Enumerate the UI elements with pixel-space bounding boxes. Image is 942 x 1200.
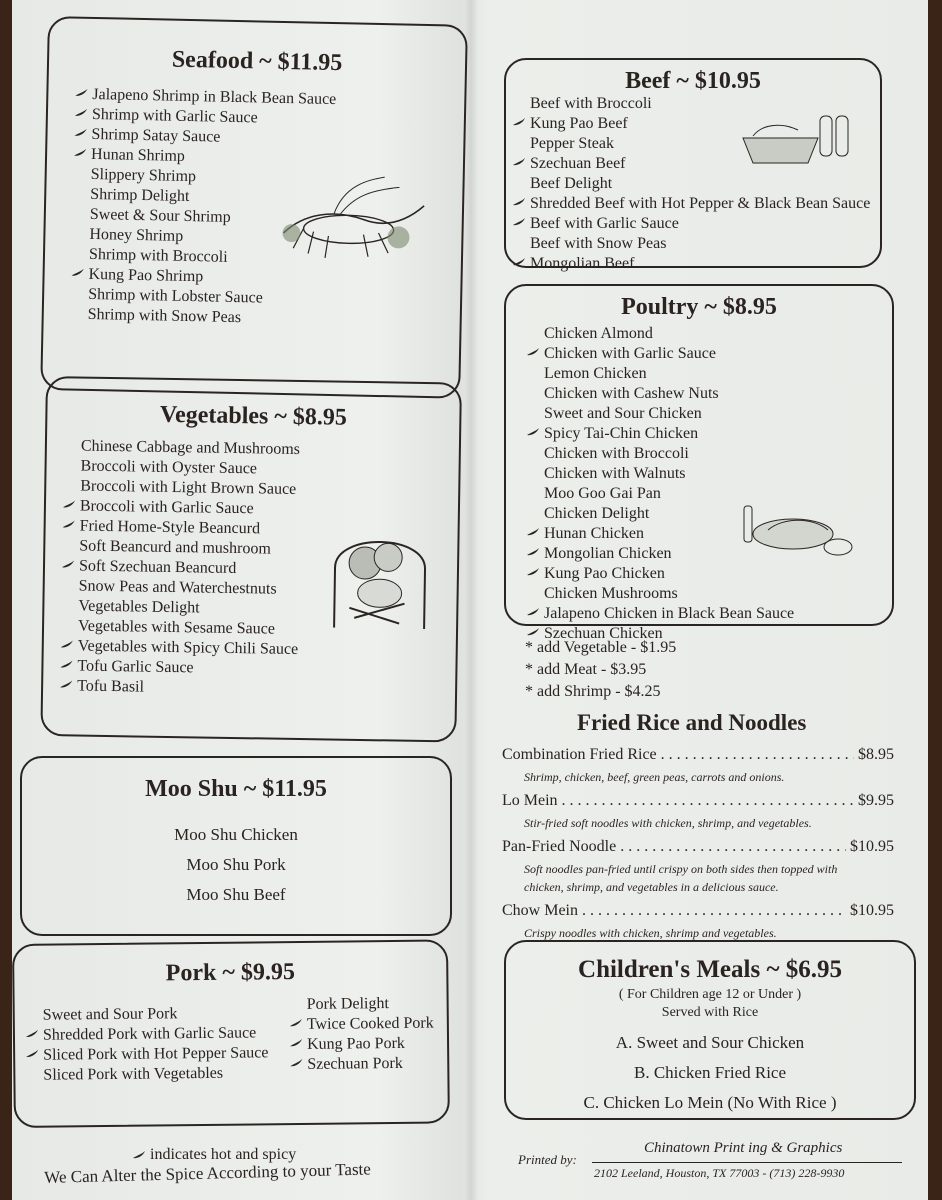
menu-item-name: Pepper Steak	[530, 135, 614, 152]
menu-item	[544, 404, 794, 424]
fried-rice-item-name: Pan-Fried Noodle	[502, 838, 617, 855]
menu-item	[544, 584, 794, 604]
list-item: * add Shrimp - $4.25	[525, 683, 661, 700]
menu-item-name: Shrimp with Lobster Sauce	[88, 285, 263, 307]
fried-rice-item-description: Shrimp, chicken, beef, green peas, carrots and onions.	[524, 770, 785, 784]
menu-item-name: Spicy Tai-Chin Chicken	[544, 425, 699, 442]
pepper-icon	[73, 128, 87, 138]
leader-dots	[661, 746, 854, 764]
pepper-icon	[289, 1018, 303, 1028]
pepper-icon	[526, 567, 540, 577]
menu-item-name: Shrimp Delight	[90, 185, 190, 205]
menu-item-name: Vegetables with Sesame Sauce	[77, 617, 276, 638]
menu-item-name: Soft Szechuan Beancurd	[78, 557, 237, 578]
menu-item	[43, 1063, 268, 1085]
pepper-icon	[60, 639, 74, 649]
pepper-icon	[512, 217, 526, 227]
pepper-icon	[71, 268, 85, 278]
mooshu-section	[20, 756, 452, 936]
lobster-illustration	[273, 173, 435, 266]
pepper-icon	[526, 427, 540, 437]
menu-item-name: Shredded Pork with Garlic Sauce	[42, 1024, 257, 1044]
menu-item-name: Sweet and Sour Pork	[42, 1005, 178, 1024]
menu-item	[307, 1014, 434, 1035]
fried-rice-item-name: Chow Mein	[502, 902, 578, 919]
menu-item-name: Vegetables Delight	[78, 597, 200, 617]
pork-title: Pork ~ $9.95	[165, 959, 296, 987]
poultry-section	[504, 284, 894, 642]
mooshu-title: Moo Shu ~ $11.95	[145, 776, 327, 802]
printer-address: 2102 Leeland, Houston, TX 77003 - (713) 228-9930	[594, 1166, 845, 1180]
poultry-list	[544, 324, 794, 644]
menu-item	[43, 1023, 268, 1045]
menu-item-name: Sweet and Sour Chicken	[544, 405, 702, 422]
fried-rice-item-name: Combination Fried Rice	[502, 746, 657, 763]
pepper-icon	[512, 257, 526, 267]
children-served-note: Served with Rice	[661, 1005, 759, 1020]
menu-item-name: Szechuan Chicken	[544, 625, 663, 642]
menu-item-name: Jalapeno Chicken in Black Bean Sauce	[544, 605, 795, 622]
poultry-illustration	[738, 492, 858, 562]
addons-list	[525, 637, 676, 703]
pork-section	[12, 939, 450, 1128]
menu-item-name: Kung Pao Pork	[306, 1034, 405, 1053]
menu-item-name: Hunan Shrimp	[90, 145, 186, 165]
vegetables-illustration	[329, 522, 431, 634]
menu-item-name: Chicken with Broccoli	[544, 445, 689, 462]
menu-item-name: Chicken with Cashew Nuts	[544, 385, 719, 402]
menu-item-name: Sweet & Sour Shrimp	[89, 205, 231, 226]
menu-item	[544, 384, 794, 404]
menu-item-name: Chicken Mushrooms	[544, 585, 678, 602]
list-item: * add Meat - $3.95	[525, 661, 647, 678]
menu-item-name: Vegetables with Spicy Chili Sauce	[77, 637, 299, 658]
children-title: Children's Meals ~ $6.95	[578, 956, 842, 983]
menu-item	[530, 234, 870, 254]
pepper-icon	[61, 559, 75, 569]
menu-item-name: Chicken with Walnuts	[544, 465, 686, 482]
menu-item-name: Beef with Snow Peas	[530, 235, 667, 252]
menu-item-name: Broccoli with Garlic Sauce	[79, 497, 254, 518]
pepper-icon	[25, 1049, 39, 1059]
menu-item-name: Beef with Garlic Sauce	[530, 215, 679, 232]
fried-rice-item-price: $8.95	[858, 746, 894, 763]
spicy-legend-text: indicates hot and spicy	[150, 1146, 297, 1163]
vegetables-title: Vegetables ~ $8.95	[159, 401, 348, 431]
printer-name: Chinatown Print ing & Graphics	[644, 1140, 843, 1156]
seafood-title: Seafood ~ $11.95	[171, 46, 343, 77]
pepper-icon	[59, 679, 73, 689]
pork-list-left	[43, 1003, 269, 1085]
leader-dots	[582, 902, 846, 920]
menu-item-name: Lemon Chicken	[544, 365, 647, 382]
menu-item	[530, 214, 870, 234]
pepper-icon	[512, 197, 526, 207]
menu-item-name: Beef Delight	[530, 175, 613, 192]
menu-item-name: Kung Pao Shrimp	[88, 265, 204, 286]
mooshu-list	[22, 820, 450, 910]
fried-rice-item-price: $10.95	[850, 838, 894, 855]
children-subtitle: ( For Children age 12 or Under )	[618, 987, 802, 1002]
poultry-title: Poultry ~ $8.95	[621, 294, 777, 320]
fried-rice-item	[502, 746, 894, 764]
list-item: B. Chicken Fried Rice	[633, 1063, 787, 1082]
menu-item-name: Pork Delight	[306, 995, 389, 1013]
menu-item-name: Honey Shrimp	[89, 225, 184, 245]
menu-item-name: Shrimp with Snow Peas	[87, 305, 242, 327]
menu-item-name: Mongolian Chicken	[544, 545, 672, 562]
leader-dots	[620, 838, 846, 856]
menu-item-name: Jalapeno Shrimp in Black Bean Sauce	[92, 85, 337, 109]
vegetables-list	[77, 437, 301, 700]
menu-item	[544, 564, 794, 584]
list-item: Moo Shu Beef	[186, 885, 286, 904]
pepper-icon	[62, 519, 76, 529]
beef-section	[504, 58, 882, 272]
pepper-icon	[526, 607, 540, 617]
pork-list-right	[307, 994, 435, 1075]
fried-rice-item	[502, 792, 894, 810]
pepper-icon	[526, 527, 540, 537]
menu-item	[544, 364, 794, 384]
menu-item	[544, 424, 794, 444]
menu-item-name: Chinese Cabbage and Mushrooms	[80, 437, 301, 458]
pepper-icon	[289, 1038, 303, 1048]
menu-item-name: Sliced Pork with Vegetables	[43, 1064, 224, 1084]
children-list	[506, 1028, 914, 1118]
printer-rule	[592, 1162, 902, 1163]
menu-item-name: Soft Beancurd and mushroom	[79, 537, 271, 558]
pepper-icon	[526, 347, 540, 357]
fried-rice-item	[502, 902, 894, 920]
seafood-section	[40, 16, 468, 399]
menu-item-name: Broccoli with Oyster Sauce	[80, 457, 258, 478]
children-section	[504, 940, 916, 1120]
menu-item-name: Chicken Almond	[544, 325, 653, 342]
printed-by-label: Printed by:	[518, 1152, 577, 1167]
menu-item	[43, 1003, 268, 1025]
menu-item-name: Szechuan Beef	[530, 155, 626, 172]
fried-rice-item-description: Crispy noodles with chicken, shrimp and vegetables.	[524, 926, 777, 940]
fried-rice-item-price: $9.95	[858, 792, 894, 809]
pepper-icon	[74, 88, 88, 98]
menu-item-name: Snow Peas and Waterchestnuts	[78, 577, 277, 598]
pepper-icon	[25, 1029, 39, 1039]
menu-item	[307, 1054, 434, 1075]
menu-item-name: Hunan Chicken	[544, 525, 644, 542]
menu-item	[307, 1034, 434, 1055]
beef-title: Beef ~ $10.95	[625, 68, 761, 94]
list-item: Moo Shu Pork	[186, 855, 286, 874]
menu-item-name: Shrimp with Garlic Sauce	[91, 105, 258, 127]
menu-item	[530, 194, 870, 214]
menu-item	[544, 604, 794, 624]
fried-rice-item-description: Stir-fried soft noodles with chicken, shrimp, and vegetables.	[524, 816, 812, 830]
pepper-icon	[512, 157, 526, 167]
menu-item-name: Kung Pao Beef	[530, 115, 628, 132]
menu-item-name: Shrimp Satay Sauce	[91, 125, 221, 146]
menu-item-name: Beef with Broccoli	[530, 95, 652, 112]
beef-illustration	[738, 108, 858, 168]
fried-rice-item-price: $10.95	[850, 902, 894, 919]
pepper-icon	[73, 148, 87, 158]
menu-item	[77, 677, 298, 700]
spice-alter-note: We Can Alter the Spice According to your Taste	[44, 1159, 372, 1187]
pepper-icon	[132, 1150, 146, 1160]
menu-item	[43, 1043, 268, 1065]
menu-item	[544, 324, 794, 344]
pepper-icon	[512, 117, 526, 127]
menu-item-name: Szechuan Pork	[307, 1054, 403, 1073]
menu-item	[530, 174, 870, 194]
menu-item-name: Shredded Beef with Hot Pepper & Black Bean Sauce	[530, 195, 871, 212]
pepper-icon	[526, 627, 540, 637]
menu-item	[544, 344, 794, 364]
menu-item	[307, 994, 434, 1015]
menu-item-name: Chicken Delight	[544, 505, 650, 522]
menu-item-name: Sliced Pork with Hot Pepper Sauce	[43, 1044, 269, 1064]
menu-item-name: Slippery Shrimp	[90, 165, 197, 186]
pepper-icon	[289, 1058, 303, 1068]
menu-item-name: Tofu Basil	[77, 677, 145, 696]
menu-item	[530, 254, 870, 274]
menu-item-name: Moo Goo Gai Pan	[544, 485, 661, 502]
menu-item-name: Kung Pao Chicken	[544, 565, 665, 582]
menu-item-name: Twice Cooked Pork	[306, 1014, 434, 1033]
list-item: Moo Shu Chicken	[174, 825, 298, 844]
fried-rice-item-description: Soft noodles pan-fried until crispy on both sides then topped with	[524, 862, 838, 876]
menu-item-name: Fried Home-Style Beancurd	[79, 517, 261, 538]
menu-item	[544, 444, 794, 464]
menu-item-name: Mongolian Beef	[530, 255, 635, 272]
menu-item-name: Shrimp with Broccoli	[88, 245, 228, 266]
pepper-icon	[74, 108, 88, 118]
menu-item	[88, 305, 332, 330]
list-item: A. Sweet and Sour Chicken	[615, 1033, 805, 1052]
vegetables-section	[40, 376, 462, 742]
fried-rice-title: Fried Rice and Noodles	[577, 710, 807, 735]
list-item: C. Chicken Lo Mein (No With Rice )	[583, 1093, 837, 1112]
leader-dots	[562, 792, 854, 810]
menu-item-name: Broccoli with Light Brown Sauce	[80, 477, 297, 498]
menu-item	[544, 464, 794, 484]
list-item: * add Vegetable - $1.95	[525, 639, 677, 656]
pepper-icon	[59, 659, 73, 669]
fried-rice-item-description: chicken, shrimp, and vegetables in a delicious sauce.	[524, 880, 779, 894]
fried-rice-item-name: Lo Mein	[502, 792, 558, 809]
menu-fold	[464, 0, 478, 1200]
pepper-icon	[62, 499, 76, 509]
menu-item-name: Chicken with Garlic Sauce	[544, 345, 716, 362]
menu-item-name: Tofu Garlic Sauce	[77, 657, 194, 677]
pepper-icon	[526, 547, 540, 557]
fried-rice-item	[502, 838, 894, 856]
